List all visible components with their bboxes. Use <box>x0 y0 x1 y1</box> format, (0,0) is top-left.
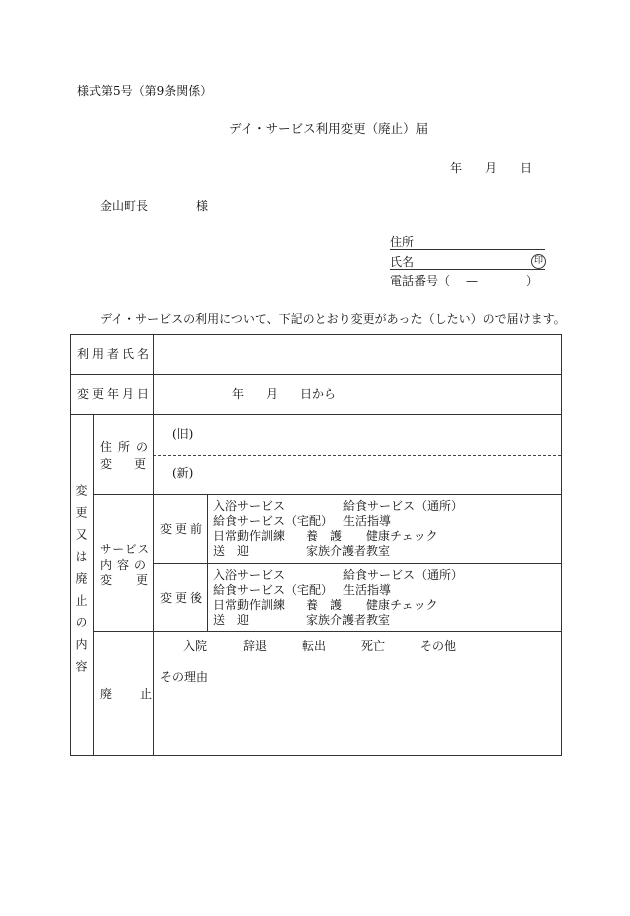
form-number: 様式第5号（第9条関係） <box>77 84 213 98</box>
applicant-phone-dash: — <box>466 274 478 288</box>
date-month-label: 月 <box>485 161 498 175</box>
service-after-item: 給食サービス（宅配） <box>213 583 334 597</box>
after-label: 変更後 <box>160 591 206 605</box>
section-label: 変更又は廃止の内容 <box>74 484 88 682</box>
service-after-item: 入浴サービス <box>213 568 286 582</box>
change-date-label: 変更年月日 <box>77 387 153 401</box>
address-divider <box>153 455 561 456</box>
abolish-option[interactable]: 転出 <box>302 639 327 653</box>
seal-mark: 印 <box>531 254 546 269</box>
service-before-item: 家族介護者教室 <box>306 544 391 558</box>
service-before-item: 入浴サービス <box>213 499 286 513</box>
reason-label: その理由 <box>160 670 209 684</box>
service-before-item: 生活指導 <box>343 514 392 528</box>
applicant-address-field[interactable] <box>390 249 545 250</box>
user-name-label: 利用者氏名 <box>77 347 153 361</box>
before-label: 変更前 <box>160 522 206 536</box>
service-after-item: 給食サービス（通所） <box>343 568 464 582</box>
intro-text: デイ・サービスの利用について、下記のとおり変更があった（したい）ので届けます。 <box>100 312 566 326</box>
abolish-option[interactable]: その他 <box>420 639 457 653</box>
applicant-phone-close: ） <box>526 274 539 288</box>
service-before-item: 健康チェック <box>366 529 438 543</box>
service-before-item: 給食サービス（宅配） <box>213 514 334 528</box>
abolish-option[interactable]: 死亡 <box>361 639 386 653</box>
date-day-label: 日 <box>520 161 533 175</box>
service-change-label-1: サービス <box>100 542 150 556</box>
table-rule <box>93 494 561 495</box>
applicant-address-label: 住所 <box>390 235 415 249</box>
service-after-item: 健康チェック <box>366 598 438 612</box>
table-rule <box>93 414 94 755</box>
date-year-label: 年 <box>450 161 463 175</box>
change-date-day-from: 日から <box>300 387 337 401</box>
table-rule <box>70 374 561 375</box>
service-change-label-2: 内容の <box>100 558 152 572</box>
applicant-name-field[interactable] <box>390 269 545 270</box>
service-before-item: 日常動作訓練 <box>213 529 286 543</box>
address-change-label-2: 変更 <box>100 457 169 471</box>
service-before-item: 送 迎 <box>213 544 250 558</box>
service-after-item: 送 迎 <box>213 613 250 627</box>
table-rule <box>70 414 561 415</box>
service-after-item: 生活指導 <box>343 583 392 597</box>
addressee-honorific: 様 <box>196 199 209 213</box>
service-before-item: 養 護 <box>306 529 343 543</box>
service-after-item: 日常動作訓練 <box>213 598 286 612</box>
user-name-field[interactable] <box>157 337 557 371</box>
new-address-label: (新) <box>172 466 194 480</box>
service-after-item: 家族介護者教室 <box>306 613 391 627</box>
abolish-option[interactable]: 辞退 <box>243 639 268 653</box>
applicant-name-label: 氏名 <box>390 255 415 269</box>
change-date-month: 月 <box>266 387 279 401</box>
change-date-year: 年 <box>232 387 245 401</box>
address-change-label-1: 住所の <box>100 440 155 454</box>
service-after-item: 養 護 <box>306 598 343 612</box>
addressee-name: 金山町長 <box>100 199 149 213</box>
table-rule <box>93 631 561 632</box>
service-change-label-3: 変更 <box>100 573 173 587</box>
old-address-label: (旧) <box>172 427 194 441</box>
table-rule <box>153 563 561 564</box>
document-title: デイ・サービス利用変更（廃止）届 <box>229 121 429 136</box>
abolish-label: 廃 止 <box>100 687 161 701</box>
applicant-phone-label: 電話番号（ <box>390 274 451 288</box>
abolish-option[interactable]: 入院 <box>183 639 208 653</box>
service-before-item: 給食サービス（通所） <box>343 499 464 513</box>
table-rule <box>207 494 208 632</box>
